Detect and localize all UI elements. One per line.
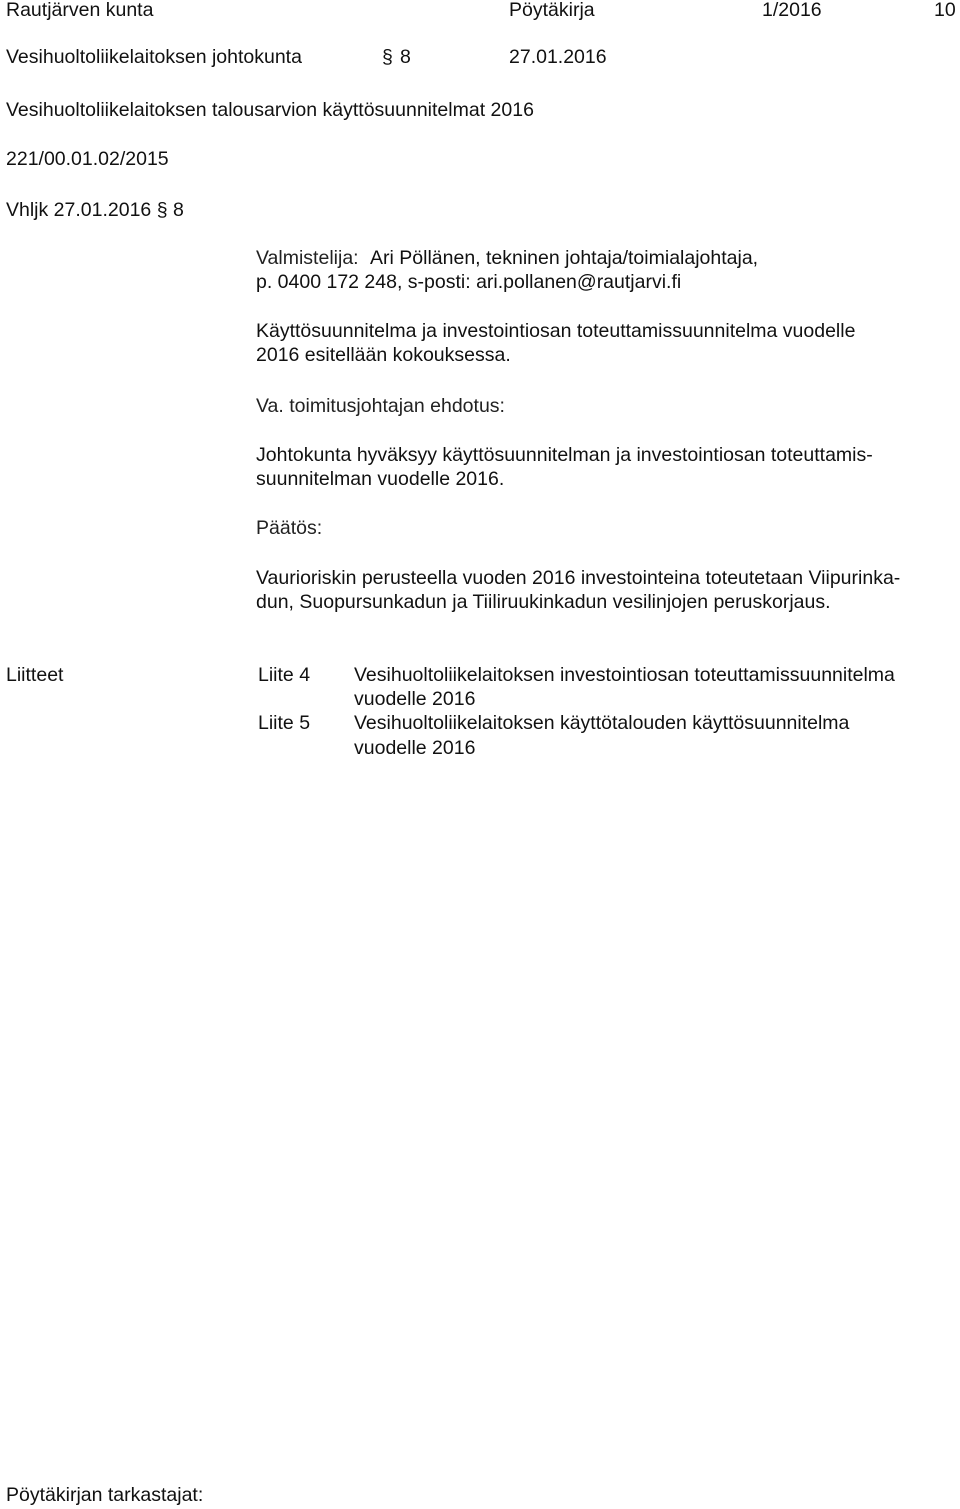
reviewers-label: Pöytäkirjan tarkastajat:	[6, 1484, 204, 1506]
document-type: Pöytäkirja	[509, 0, 595, 21]
section-symbol: §	[382, 46, 393, 68]
section-number: 8	[400, 46, 411, 68]
attachment-5-title: Vesihuoltoliikelaitoksen käyttötalouden käyttösuunnitelma	[354, 712, 850, 734]
history-prefix: Vhljk 27.01.2016	[6, 199, 152, 221]
history-symbol: §	[156, 199, 168, 221]
preparer-label: Valmistelija:	[256, 247, 359, 269]
handling-history	[6, 198, 184, 222]
decision-line-2: dun, Suopursunkadun ja Tiiliruukinkadun vesilinjojen peruskorjaus.	[256, 591, 831, 613]
proposal-label: Va. toimitusjohtajan ehdotus:	[256, 395, 505, 417]
attachment-5-title-cont: vuodelle 2016	[354, 737, 476, 759]
page-number: 10	[934, 0, 956, 21]
attachment-5-id: Liite 5	[258, 712, 311, 734]
proposal-line-1: Johtokunta hyväksyy käyttösuunnitelman ja investointiosan toteuttamis-	[256, 444, 873, 466]
attachment-4-id: Liite 4	[258, 664, 311, 686]
document-number: 1/2016	[762, 0, 822, 21]
description-line-1: Käyttösuunnitelma ja investointiosan toteuttamissuunnitelma vuodelle	[256, 320, 856, 342]
municipality-name: Rautjärven kunta	[6, 0, 154, 21]
preparer-name: Ari Pöllänen, tekninen johtaja/toimialajohtaja,	[370, 247, 759, 269]
preparer-contact: p. 0400 172 248, s-posti: ari.pollanen@rautjarvi.fi	[256, 271, 682, 293]
board-name: Vesihuoltoliikelaitoksen johtokunta	[6, 46, 302, 68]
attachments-label: Liitteet	[6, 664, 64, 686]
decision-line-1: Vaurioriskin perusteella vuoden 2016 investointeina toteutetaan Viipurinka-	[256, 567, 901, 589]
decision-label: Päätös:	[256, 517, 323, 539]
meeting-date: 27.01.2016	[509, 46, 607, 68]
record-number: 221/00.01.02/2015	[6, 148, 169, 170]
history-number: 8	[172, 199, 184, 221]
description-line-2: 2016 esitellään kokouksessa.	[256, 344, 511, 366]
proposal-line-2: suunnitelman vuodelle 2016.	[256, 468, 505, 490]
attachment-4-title-cont: vuodelle 2016	[354, 688, 476, 710]
item-title: Vesihuoltoliikelaitoksen talousarvion käyttösuunnitelmat 2016	[6, 99, 534, 121]
preparer-line-1	[256, 246, 758, 270]
attachment-4-title: Vesihuoltoliikelaitoksen investointiosan toteuttamissuunnitelma	[354, 664, 895, 686]
